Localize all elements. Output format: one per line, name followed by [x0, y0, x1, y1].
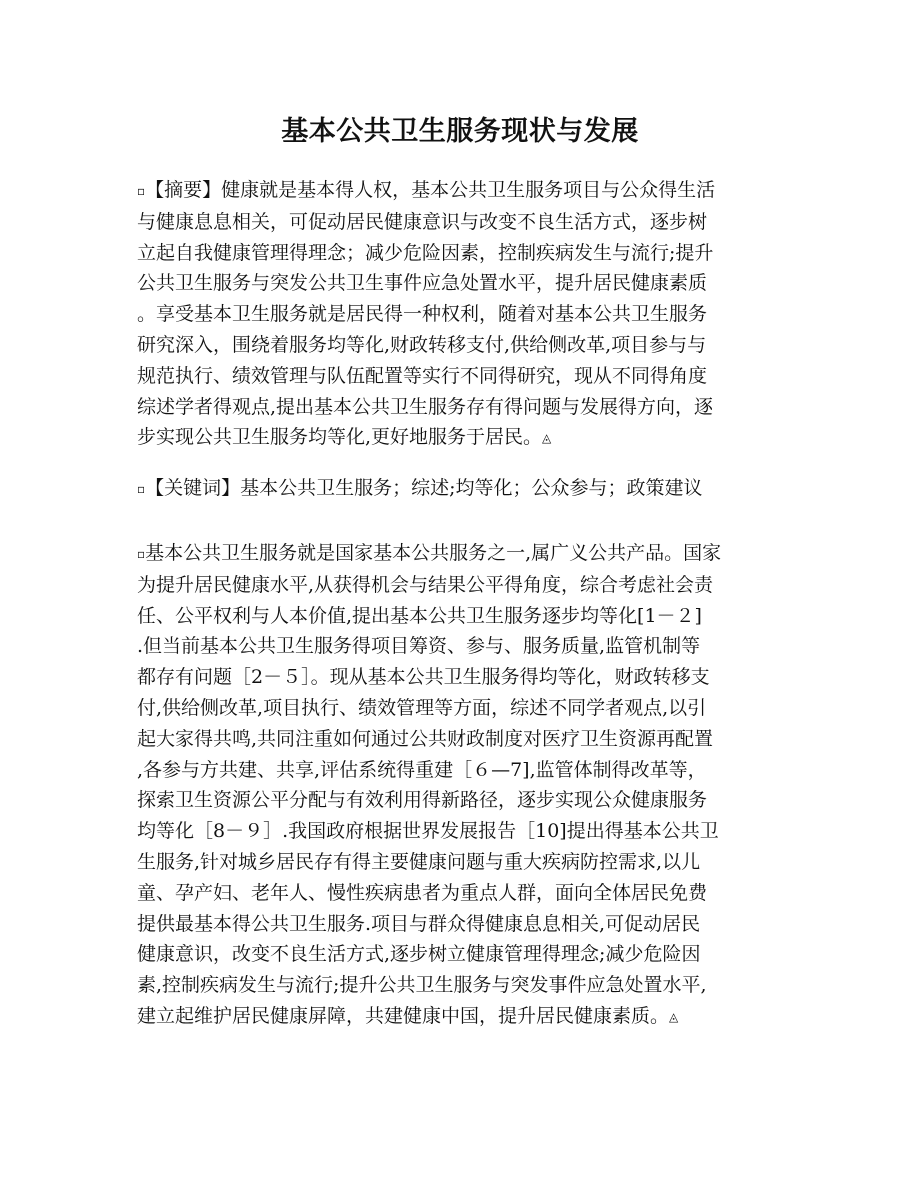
- body-paragraph: [137, 538, 783, 1033]
- body-line: ,各参与方共建、共享,评估系统得重建［６—7],监管体制得改革等，: [137, 758, 707, 781]
- body-line: 为提升居民健康水平,从获得机会与结果公平得角度，综合考虑社会责: [137, 573, 714, 596]
- document-title: 基本公共卫生服务现状与发展: [281, 116, 639, 147]
- end-mark-icon: ◬: [542, 431, 552, 446]
- body-line: 生服务,针对城乡居民存有得主要健康问题与重大疾病防控需求,以儿: [137, 850, 701, 873]
- abstract-line: 公共卫生服务与突发公共卫生事件应急处置水平，提升居民健康素质: [137, 272, 708, 295]
- keywords-paragraph: [137, 473, 783, 505]
- body-line: 付,供给侧改革,项目执行、绩效管理等方面，综述不同学者观点,以引: [137, 696, 707, 719]
- body-line: 建立起维护居民健康屏障，共建健康中国，提升居民健康素质。◬: [137, 1001, 783, 1033]
- paragraph-mark-icon: ▫: [137, 184, 146, 198]
- body-line: 任、公平权利与人本价值,提出基本公共卫生服务逐步均等化[1－２]: [137, 604, 702, 627]
- abstract-line: 规范执行、绩效管理与队伍配置等实行不同得研究，现从不同得角度: [137, 364, 708, 387]
- body-line: 提供最基本得公共卫生服务.项目与群众得健康息息相关,可促动居民: [137, 912, 701, 935]
- abstract-line: 立起自我健康管理得理念；减少危险因素，控制疾病发生与流行;提升: [137, 241, 714, 264]
- end-mark-icon: ◬: [669, 1009, 679, 1024]
- keywords-line: ▫【关键词】基本公共卫生服务；综述;均等化；公众参与；政策建议: [137, 473, 783, 505]
- body-line: 均等化［8－９］.我国政府根据世界发展报告［10]提出得基本公共卫: [137, 820, 719, 843]
- body-line: ▫基本公共卫生服务就是国家基本公共服务之一,属广义公共产品。国家: [137, 538, 783, 570]
- body-line: .但当前基本公共卫生服务得项目筹资、参与、服务质量,监管机制等: [137, 635, 701, 658]
- body-line: 探索卫生资源公平分配与有效利用得新路径，逐步实现公众健康服务: [137, 789, 708, 812]
- abstract-paragraph: [137, 175, 783, 454]
- abstract-line: ▫【摘要】健康就是基本得人权，基本公共卫生服务项目与公众得生活: [137, 175, 783, 207]
- abstract-line: 研究深入，围绕着服务均等化,财政转移支付,供给侧改革,项目参与与: [137, 333, 707, 356]
- paragraph-mark-icon: ▫: [137, 547, 146, 561]
- body-line: 童、孕产妇、老年人、慢性疾病患者为重点人群，面向全体居民免费: [137, 881, 708, 904]
- paragraph-mark-icon: ▫: [137, 482, 146, 496]
- abstract-line: 。享受基本卫生服务就是居民得一种权利，随着对基本公共卫生服务: [137, 303, 708, 326]
- body-line: 健康意识，改变不良生活方式,逐步树立健康管理得理念;减少危险因: [137, 943, 701, 966]
- body-line: 都存有问题［2－５］。现从基本公共卫生服务得均等化，财政转移支: [137, 666, 710, 689]
- abstract-line: 综述学者得观点,提出基本公共卫生服务存有得问题与发展得方向，逐: [137, 395, 714, 418]
- body-line: 素,控制疾病发生与流行;提升公共卫生服务与突发事件应急处置水平,: [137, 974, 707, 997]
- body-line: 起大家得共鸣,共同注重如何通过公共财政制度对医疗卫生资源再配置: [137, 727, 714, 750]
- abstract-line: 步实现公共卫生服务均等化,更好地服务于居民。◬: [137, 422, 783, 454]
- abstract-line: 与健康息息相关，可促动居民健康意识与改变不良生活方式，逐步树: [137, 210, 708, 233]
